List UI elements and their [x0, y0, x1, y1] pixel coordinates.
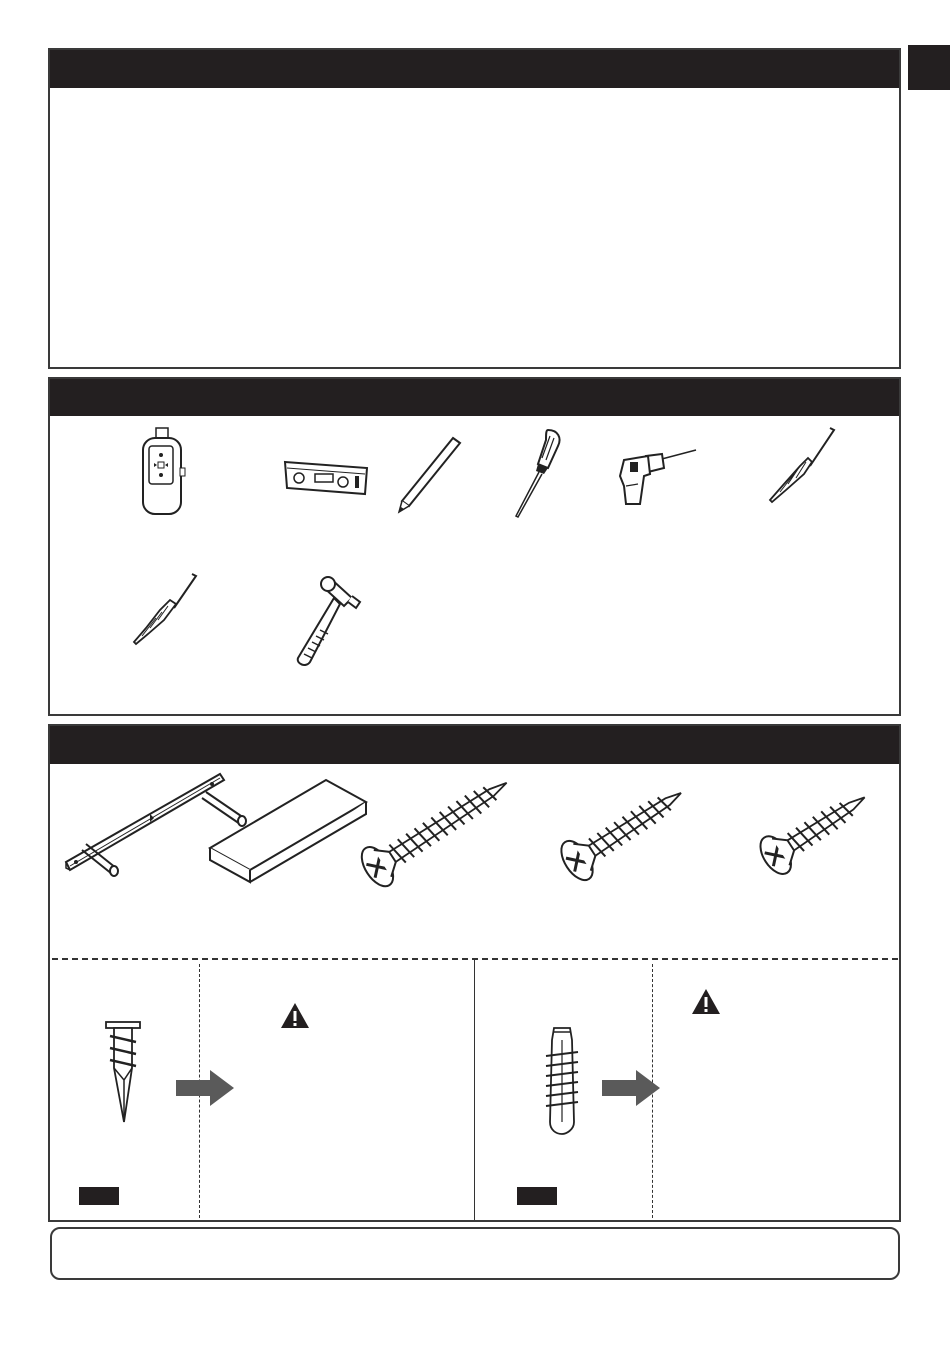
hammer-icon	[290, 574, 366, 668]
section-3-title	[50, 735, 64, 752]
section-2-title	[50, 388, 64, 405]
plastic-anchor-icon	[540, 1026, 584, 1136]
section-3-header	[50, 726, 899, 764]
note-box	[50, 1227, 900, 1280]
warning-icon	[280, 1002, 310, 1029]
section-1-title	[50, 59, 64, 76]
anchor-tag-right	[517, 1187, 557, 1205]
dashed-divider	[52, 958, 898, 960]
section-2-header	[50, 379, 899, 416]
shelf-board-icon	[206, 776, 370, 882]
pencil-icon	[397, 434, 463, 514]
page-tab-marker	[908, 45, 950, 90]
arrow-right-icon	[176, 1070, 236, 1106]
column-divider	[474, 960, 475, 1220]
short-screw-icon	[754, 784, 878, 874]
self-drilling-anchor-icon	[104, 1020, 144, 1124]
section-1-panel	[48, 48, 901, 369]
drill-bit-icon	[130, 572, 200, 648]
medium-screw-icon	[554, 780, 694, 880]
stud-finder-icon	[138, 428, 188, 518]
drill-bit-icon	[766, 426, 836, 506]
long-screw-icon	[352, 772, 522, 884]
section-1-header	[50, 50, 899, 88]
anchor-tag-left	[79, 1187, 119, 1205]
level-icon	[283, 458, 369, 498]
screwdriver-icon	[508, 428, 564, 524]
power-drill-icon	[618, 446, 698, 510]
arrow-right-icon	[602, 1070, 662, 1106]
warning-icon	[691, 988, 721, 1015]
